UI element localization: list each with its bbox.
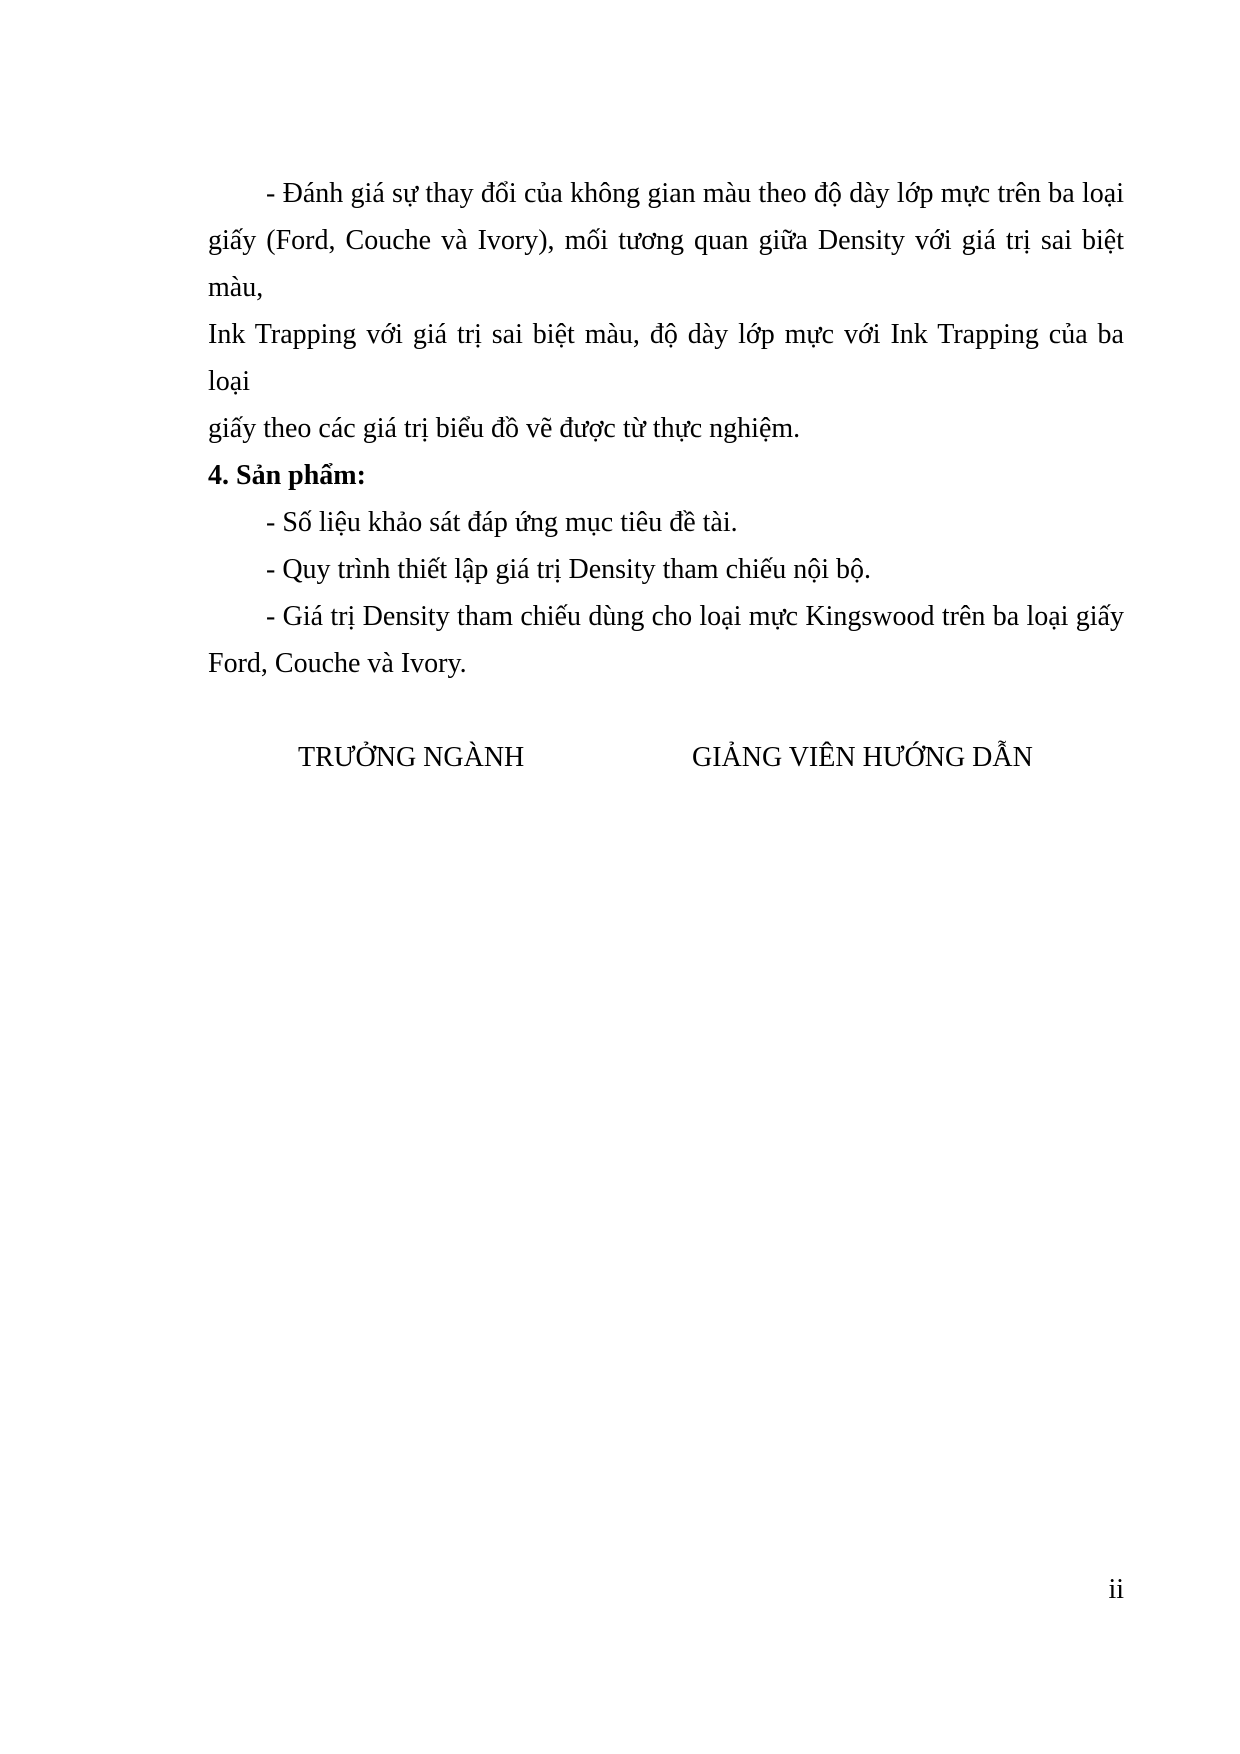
- intro-paragraph-line-2: giấy (Ford, Couche và Ivory), mối tương quan giữa Density với giá trị sai biệt màu,: [208, 225, 1124, 303]
- product-item-3-line-2: Ford, Couche và Ivory.: [208, 648, 467, 679]
- page-number: ii: [1108, 1574, 1124, 1605]
- intro-paragraph-line-3: Ink Trapping với giá trị sai biệt màu, độ dày lớp mực với Ink Trapping của ba loại: [208, 319, 1124, 397]
- signature-title-head-of-department: TRƯỞNG NGÀNH: [298, 742, 525, 773]
- intro-paragraph-line-1: - Đánh giá sự thay đổi của không gian màu theo độ dày lớp mực trên ba loại: [266, 178, 1124, 209]
- signature-row: [208, 734, 1124, 781]
- signature-title-supervisor: GIẢNG VIÊN HƯỚNG DẪN: [692, 742, 1033, 773]
- product-item-1: - Số liệu khảo sát đáp ứng mục tiêu đề tài.: [266, 507, 738, 538]
- document-body: [208, 170, 1124, 781]
- product-item-2: - Quy trình thiết lập giá trị Density tham chiếu nội bộ.: [266, 554, 871, 585]
- section-heading: 4. Sản phẩm:: [208, 460, 366, 491]
- blank-line: [208, 687, 1124, 734]
- intro-paragraph-line-4: giấy theo các giá trị biểu đồ vẽ được từ thực nghiệm.: [208, 413, 801, 444]
- product-item-3-line-1: - Giá trị Density tham chiếu dùng cho loại mực Kingswood trên ba loại giấy: [266, 601, 1124, 632]
